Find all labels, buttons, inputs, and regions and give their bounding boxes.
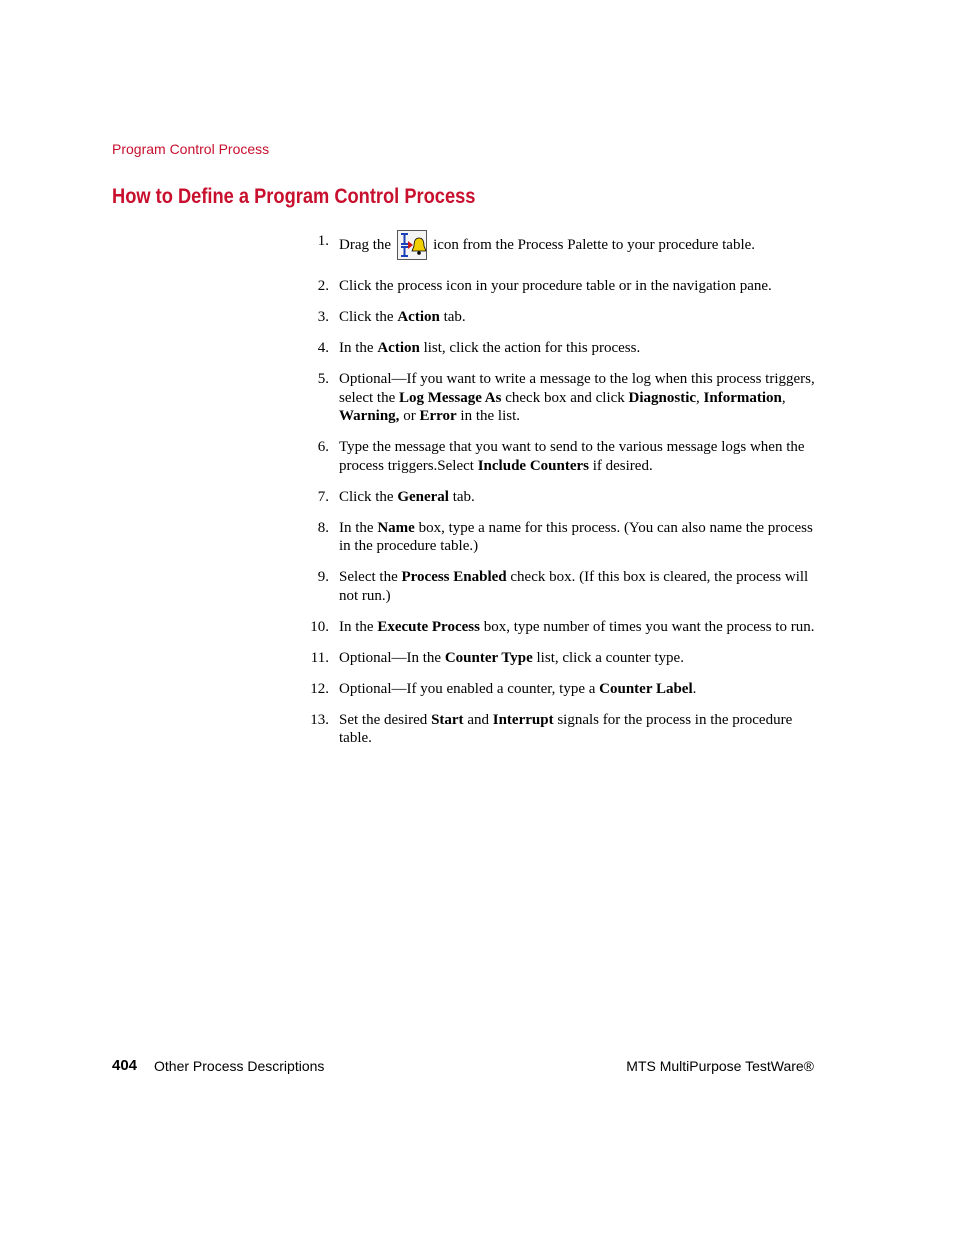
text-run: , — [696, 389, 704, 406]
text-run: Select the — [339, 569, 402, 586]
ui-term: Counter Type — [444, 649, 533, 666]
step-number: 9 . — [305, 568, 329, 587]
text-run: and — [463, 711, 493, 728]
step-text — [339, 371, 815, 424]
step-10 — [305, 618, 815, 637]
ui-term: Execute Process — [377, 618, 480, 635]
text-run: In the — [339, 618, 378, 635]
page-number: 404 — [112, 1057, 138, 1074]
ui-term: Action — [397, 308, 440, 325]
step-number: 6 . — [305, 438, 329, 457]
section-title: How to Define a Program Control Process — [112, 185, 476, 208]
text-run: Type the message that you want to send to the various message logs when the process triggers.Select — [339, 439, 805, 474]
step-text — [339, 309, 466, 325]
text-run: box, type a name for this process. (You can also name the process in the procedure table.) — [339, 519, 813, 555]
step-number: 7 . — [305, 488, 329, 507]
step-8 — [305, 519, 815, 556]
text-run: tab. — [439, 308, 466, 325]
step-4 — [305, 339, 815, 358]
ui-term: Warning, — [339, 408, 400, 425]
ui-term: Interrupt — [492, 711, 554, 728]
step-text — [339, 569, 808, 604]
step-6 — [305, 438, 815, 475]
step-12 — [305, 680, 815, 699]
ui-term: Include Counters — [477, 457, 589, 474]
text-run: tab. — [448, 488, 475, 505]
ui-term: General — [397, 488, 449, 505]
ui-term: Start — [431, 711, 464, 728]
step-text — [339, 340, 640, 356]
procedure-steps — [305, 233, 815, 760]
text-run: Optional—If you enabled a counter, type a — [339, 680, 600, 697]
ui-term: Error — [419, 408, 457, 425]
ui-term: Diagnostic — [628, 389, 697, 406]
ui-term: Action — [377, 339, 420, 356]
step-11 — [305, 649, 815, 668]
ui-term: Information — [703, 389, 782, 406]
step-text — [339, 520, 813, 555]
step-text — [339, 236, 391, 255]
step-1-text-before: Drag the — [339, 236, 392, 253]
step-7 — [305, 488, 815, 507]
text-run: in the list. — [456, 408, 520, 425]
text-run: In the — [339, 519, 378, 536]
text-run: list, click the action for this process. — [419, 339, 641, 356]
text-run: Click the — [339, 488, 398, 505]
text-run: check box. (If this box is cleared, the process will not run.) — [339, 569, 809, 604]
ui-term: Counter Label — [599, 680, 693, 697]
step-number: 5 . — [305, 370, 329, 389]
text-run: Click the — [339, 308, 398, 325]
ui-term: Process Enabled — [401, 569, 507, 586]
text-run: if desired. — [588, 457, 653, 474]
step-number: 11 . — [305, 649, 329, 668]
step-3 — [305, 308, 815, 327]
text-run: box, type number of times you want the process to run. — [479, 618, 815, 635]
step-2 — [305, 277, 815, 296]
footer-chapter: Other Process Descriptions — [154, 1058, 325, 1074]
ui-term: Name — [377, 519, 415, 536]
step-text — [339, 619, 814, 635]
text-run: In the — [339, 339, 378, 356]
text-run: signals for the process in the procedure table. — [339, 711, 793, 747]
text-run: , — [781, 389, 786, 406]
step-13 — [305, 711, 815, 748]
text-run: Set the desired — [339, 711, 432, 728]
step-text — [339, 681, 696, 697]
step-number: 13 . — [305, 711, 329, 730]
step-1-text-after: icon from the Process Palette to your procedure table. — [433, 236, 756, 253]
step-number: 12 . — [305, 680, 329, 699]
step-number: 2 . — [305, 277, 329, 296]
text-run: Optional—In the — [339, 649, 445, 666]
running-head: Program Control Process — [112, 141, 270, 157]
program-control-process-palette-icon — [397, 230, 427, 260]
step-5 — [305, 370, 815, 426]
step-1 — [305, 230, 815, 260]
text-run: Optional—If you want to write a message to the log when this process triggers, select the — [339, 370, 815, 406]
step-text — [339, 489, 475, 505]
step-number: 1 . — [305, 232, 329, 251]
ui-term: Log Message As — [398, 389, 502, 406]
step-text — [339, 439, 805, 474]
step-number: 10 . — [305, 618, 329, 637]
text-run: list, click a counter type. — [532, 649, 684, 666]
step-text — [339, 712, 792, 747]
step-number: 3 . — [305, 308, 329, 327]
footer-product: MTS MultiPurpose TestWare® — [626, 1058, 814, 1074]
step-number: 4 . — [305, 339, 329, 358]
step-number: 8 . — [305, 519, 329, 538]
text-run: . — [692, 680, 697, 697]
text-run: check box and click — [501, 389, 629, 406]
step-text — [339, 650, 684, 666]
text-run: or — [399, 408, 420, 425]
step-9 — [305, 568, 815, 605]
step-text: Click the process icon in your procedure table or in the navigation pane. — [339, 278, 772, 294]
